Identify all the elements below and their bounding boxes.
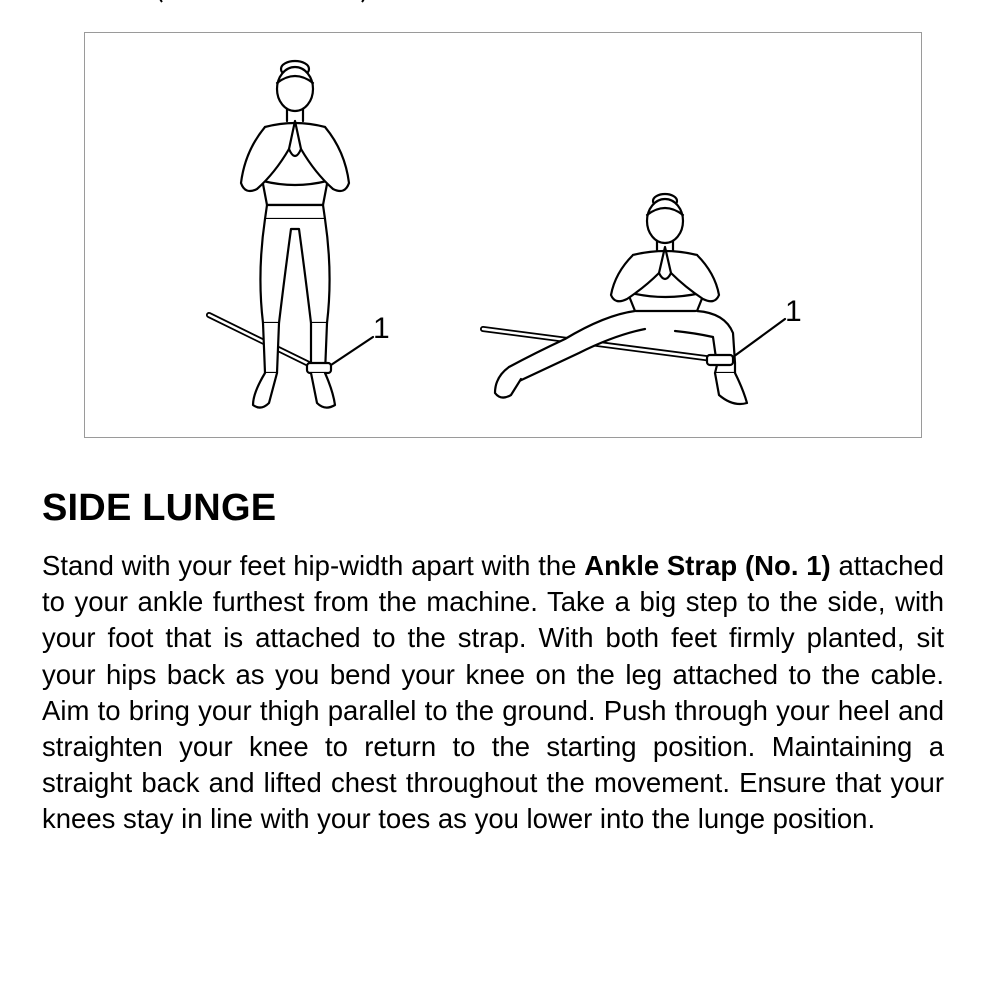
instruction-rest: attached to your ankle furthest from the machine. Take a big step to the side, with your foot that is attached to the strap. With both feet firmly planted, sit your hips back as you bend your knee on the leg attached to the cable. Aim to bring your thigh parallel to the ground. Push through your heel and straighten your knee to return to the starting position. Maintaining a straight back and lifted chest throughout the movement. Ensure that your knees stay in line with your toes as you lower into the lunge position. bbox=[42, 550, 944, 835]
ankle-strap-reference: Ankle Strap (No. 1) bbox=[584, 550, 831, 581]
cropped-previous-text bbox=[150, 0, 380, 6]
exercise-illustration bbox=[84, 32, 922, 438]
side-lunge-diagram bbox=[85, 33, 923, 439]
callout-label-right: 1 bbox=[785, 295, 802, 328]
instruction-intro: Stand with your feet hip-width apart with the bbox=[42, 550, 585, 581]
standing-figure bbox=[209, 61, 373, 408]
section-title: SIDE LUNGE bbox=[42, 487, 277, 529]
lunging-figure bbox=[483, 194, 785, 404]
instruction-paragraph bbox=[42, 548, 944, 838]
callout-label-left: 1 bbox=[373, 312, 390, 345]
